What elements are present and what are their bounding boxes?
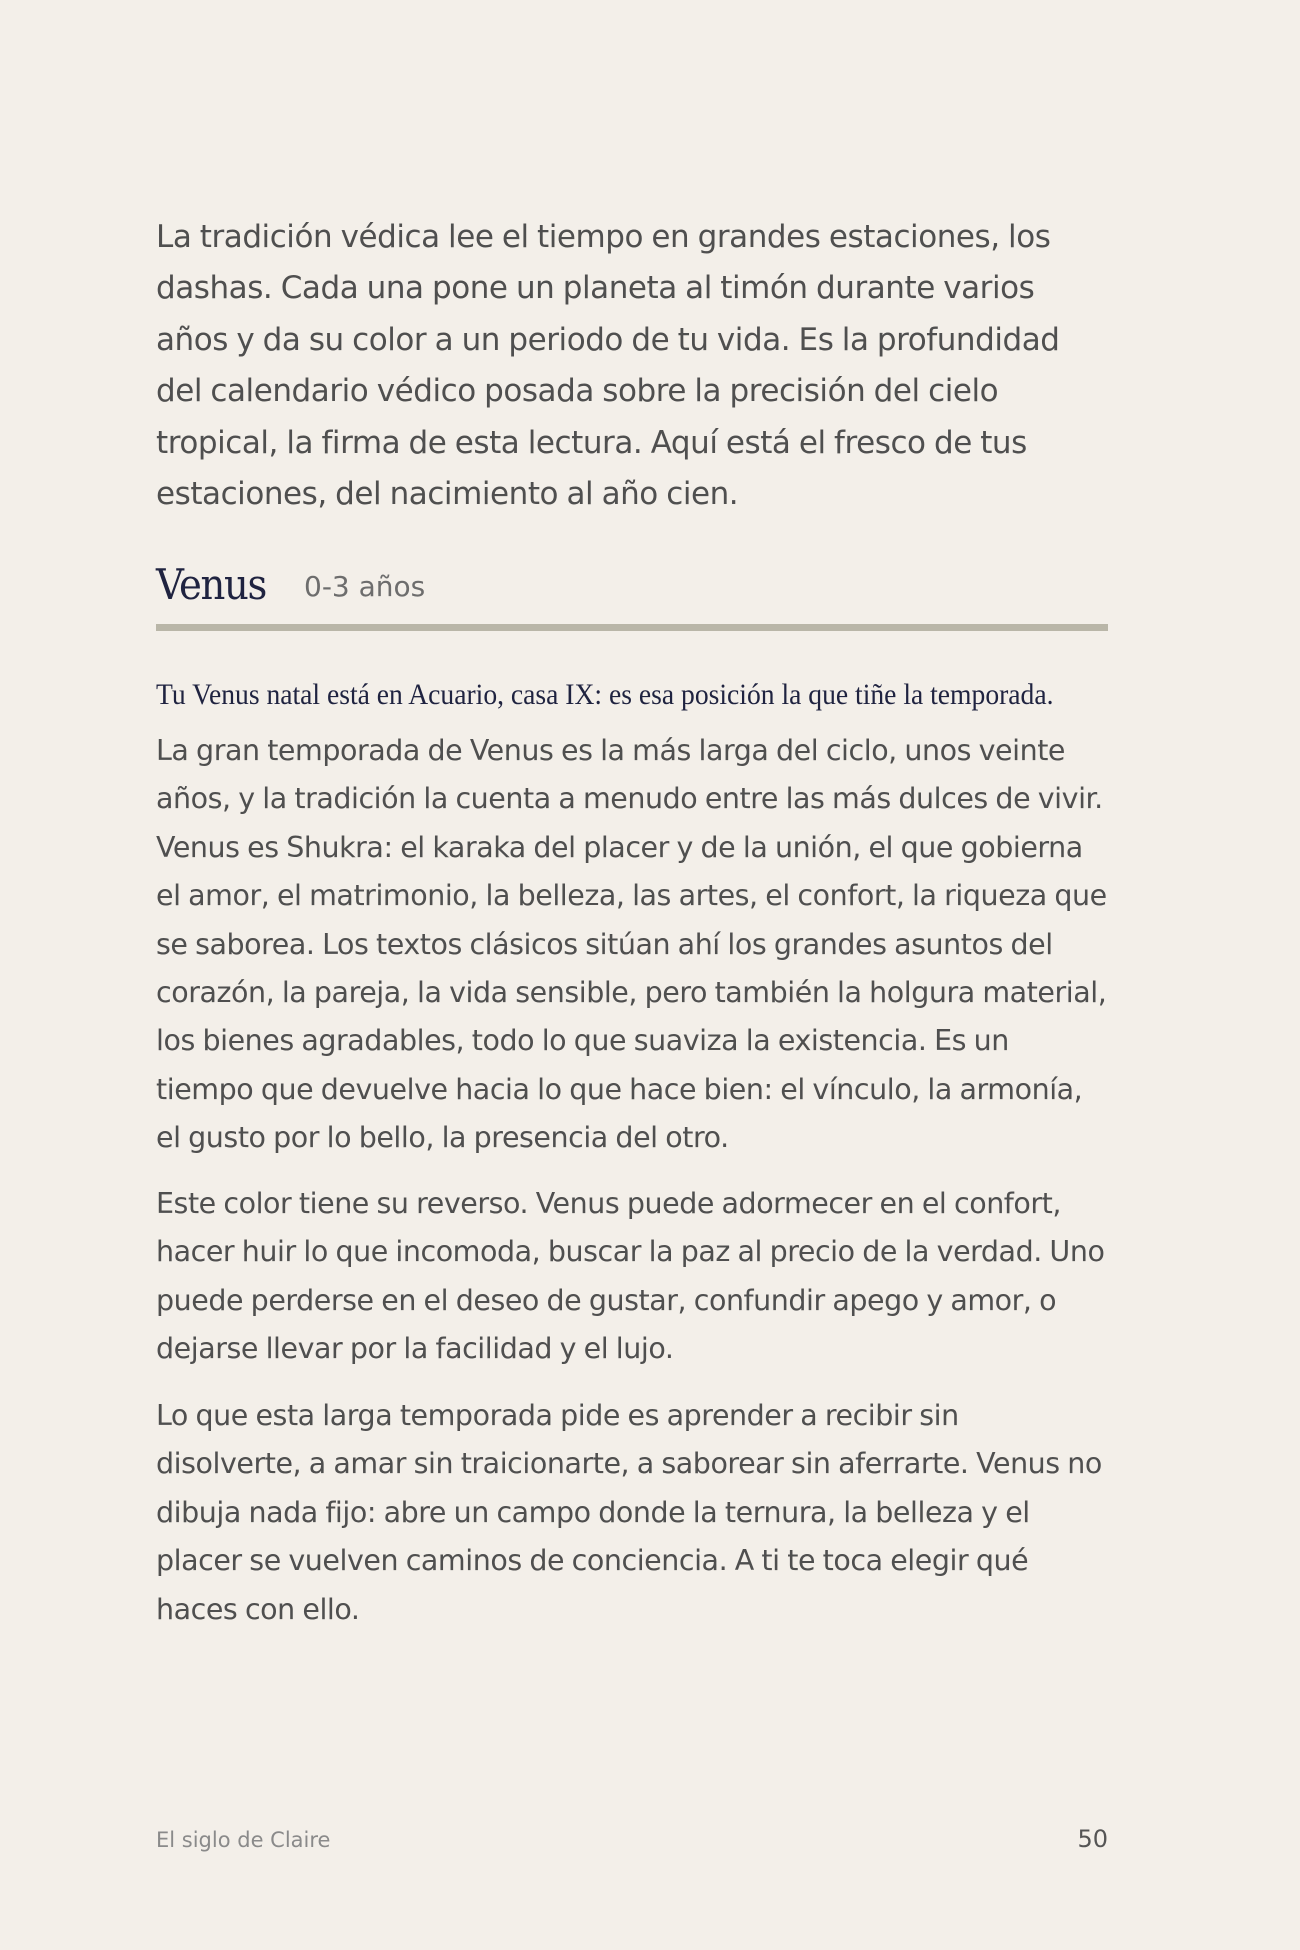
- section-period: 0-3 años: [304, 570, 426, 603]
- body-paragraph: Este color tiene su reverso. Venus puede adormecer en el confort, hacer huir lo que incomoda, buscar la paz al precio de la verdad. Uno puede perderse en el deseo de gustar, confundir apego y amor, o dejarse llevar por la facilidad y el lujo.: [156, 1187, 1105, 1366]
- natal-position-line: Tu Venus natal está en Acuario, casa IX: es esa posición la que tiñe la temporada.: [156, 678, 1054, 711]
- body-paragraph: Lo que esta larga temporada pide es aprender a recibir sin disolverte, a amar sin traicionarte, a saborear sin aferrarte. Venus no dibuja nada fijo: abre un campo donde la ternura, la belleza y el placer se vuelven caminos de conciencia. A ti te toca elegir qué haces con ello.: [156, 1399, 1102, 1626]
- page: [156, 0, 1108, 1950]
- intro-paragraph: La tradición védica lee el tiempo en grandes estaciones, los dashas. Cada una pone un planeta al timón durante varios años y da su color a un periodo de tu vida. Es la profundidad del calendario védico posada sobre la precisión del cielo tropical, la firma de esta lectura. Aquí está el fresco de tus estaciones, del nacimiento al año cien.: [156, 219, 1060, 513]
- section-title: Venus: [156, 560, 266, 609]
- footer-page-number: 50: [1077, 1825, 1108, 1853]
- footer-book-title: El siglo de Claire: [156, 1828, 331, 1852]
- section-header: [156, 554, 1108, 631]
- body-paragraph: La gran temporada de Venus es la más larga del ciclo, unos veinte años, y la tradición la cuenta a menudo entre las más dulces de vivir. Venus es Shukra: el karaka del placer y de la unión, el que gobierna el amor, el matrimonio, la belleza, las artes, el confort, la riqueza que se saborea. Los textos clásicos sitúan ahí los grandes asuntos del corazón, la pareja, la vida sensible, pero también la holgura material, los bienes agradables, todo lo que suaviza la existencia. Es un tiempo que devuelve hacia lo que hace bien: el vínculo, la armonía, el gusto por lo bello, la presencia del otro.: [156, 734, 1107, 1155]
